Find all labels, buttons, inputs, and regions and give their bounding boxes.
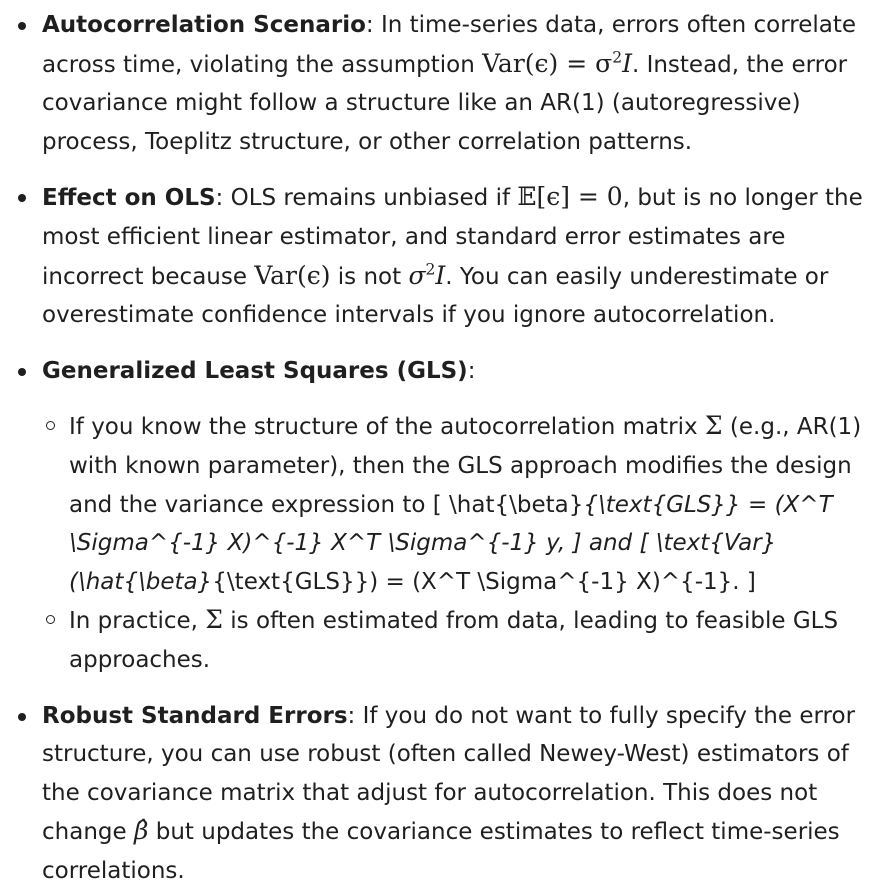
item-text: {\text{GLS}}) = (X^T \Sigma^{-1} X)^{-1}. ] bbox=[212, 569, 756, 595]
math-beta-hat: β̂ bbox=[134, 816, 148, 845]
math-sigma-sq-i: $\sigma^2I$ bbox=[408, 261, 445, 290]
list-item bbox=[0, 178, 886, 334]
bullet-list bbox=[0, 6, 886, 890]
item-text: . Instead, the error covariance might follow a structure like an AR(1) (autoregressive) process, Toeplitz structure, or other correlation patterns. bbox=[42, 52, 847, 155]
item-text: . You can easily underestimate or overestimate confidence intervals if you ignore autocorrelation. bbox=[42, 264, 828, 329]
item-text: If you know the structure of the autocorrelation matrix bbox=[69, 414, 705, 440]
list-item bbox=[0, 697, 886, 890]
math-sigma: Σ bbox=[705, 411, 723, 440]
item-text: : If you do not want to fully specify the error structure, you can use robust (often called Newey-West) estimators of the covariance matrix that adjust for autocorrelation. This does not change bbox=[42, 703, 855, 846]
item-text: (e.g., AR(1) with known parameter), then the GLS approach modifies the design and the variance expression to [ \hat{\beta} bbox=[69, 414, 861, 517]
item-text: , but is no longer the most efficient linear estimator, and standard error estimates are incorrect because bbox=[42, 185, 863, 289]
item-text: : bbox=[468, 358, 476, 384]
list-item bbox=[0, 6, 886, 161]
math-var-assumption: $Var(\epsilon) = \sigma^2I$ bbox=[482, 49, 632, 78]
term-effect-on-ols: Effect on OLS bbox=[42, 185, 216, 211]
list-item bbox=[0, 352, 886, 680]
math-expectation: 𝔼[ϵ] = 0 bbox=[517, 182, 622, 211]
sub-list-item bbox=[0, 601, 864, 679]
term-autocorrelation-scenario: Autocorrelation Scenario bbox=[42, 12, 366, 38]
math-sigma: Σ bbox=[205, 605, 223, 634]
item-text: is often estimated from data, leading to feasible GLS approaches. bbox=[69, 608, 838, 673]
item-text: but updates the covariance estimates to reflect time-series correlations. bbox=[42, 819, 840, 884]
item-text: : In time-series data, errors often correlate across time, violating the assumption bbox=[42, 12, 856, 78]
item-text-italic: {\text{GLS}} = (X^T \Sigma^{-1} X)^{-1} X^T \Sigma^{-1} y, ] and [ \text{Var}(\hat{\beta} bbox=[69, 492, 833, 595]
term-robust-standard-errors: Robust Standard Errors bbox=[42, 703, 348, 729]
item-text: In practice, bbox=[69, 608, 205, 634]
term-gls: Generalized Least Squares (GLS) bbox=[42, 358, 468, 384]
sub-list-item bbox=[0, 407, 864, 601]
item-text: : OLS remains unbiased if bbox=[216, 185, 518, 211]
sub-list bbox=[42, 407, 864, 679]
item-text: is not bbox=[330, 264, 408, 290]
math-var-eps: Var(ϵ) bbox=[254, 261, 330, 290]
